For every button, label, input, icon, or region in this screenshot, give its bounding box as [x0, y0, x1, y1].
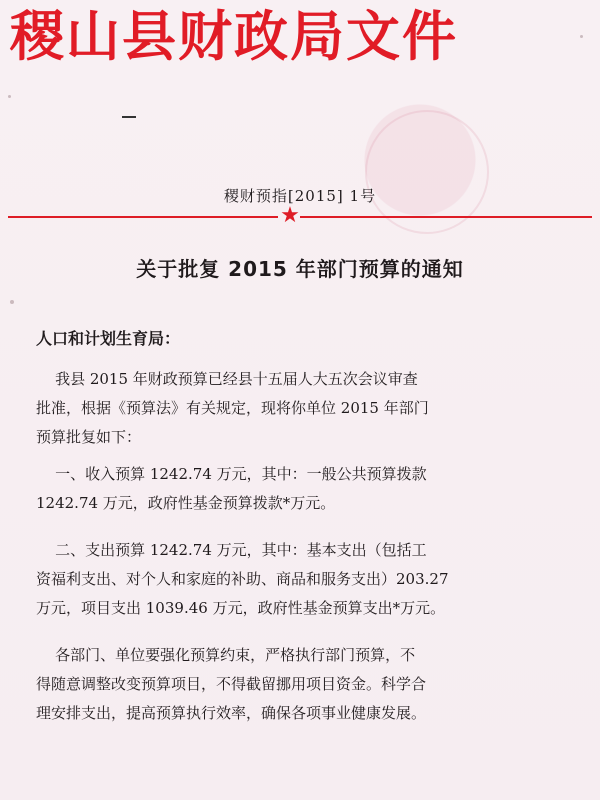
scan-mark — [122, 116, 136, 118]
body-paragraph-3: 二、支出预算 1242.74 万元，其中：基本支出（包括工 资福利支出、对个人和家庭的补助、商品和服务支出）203.27 万元，项目支出 1039.46 万元，政府性基金预算支出*万元。 — [36, 541, 449, 617]
red-divider-right — [300, 216, 592, 218]
scan-speck — [10, 300, 14, 304]
red-star-icon: ★ — [280, 202, 300, 227]
scan-speck — [580, 35, 583, 38]
document-number: 稷财预指[2015] 1号 — [223, 187, 377, 205]
body-paragraph-1: 我县 2015 年财政预算已经县十五届人大五次会议审查 批准，根据《预算法》有关规定，现将你单位 2015 年部门 预算批复如下： — [36, 370, 429, 446]
seal-impression — [355, 100, 499, 244]
document-header: 稷山县财政局文件 — [10, 4, 458, 68]
document-title: 关于批复 2015 年部门预算的通知 — [136, 257, 464, 281]
body-paragraph-4: 各部门、单位要强化预算约束，严格执行部门预算，不 得随意调整改变预算项目，不得截留挪用项目资金。科学合 理安排支出，提高预算执行效率，确保各项事业健康发展。 — [36, 646, 427, 722]
body-paragraph-2: 一、收入预算 1242.74 万元，其中：一般公共预算拨款 1242.74 万元，政府性基金预算拨款*万元。 — [36, 465, 427, 512]
red-divider-left — [8, 216, 278, 218]
recipient: 人口和计划生育局： — [36, 329, 181, 348]
scan-speck — [8, 95, 11, 98]
